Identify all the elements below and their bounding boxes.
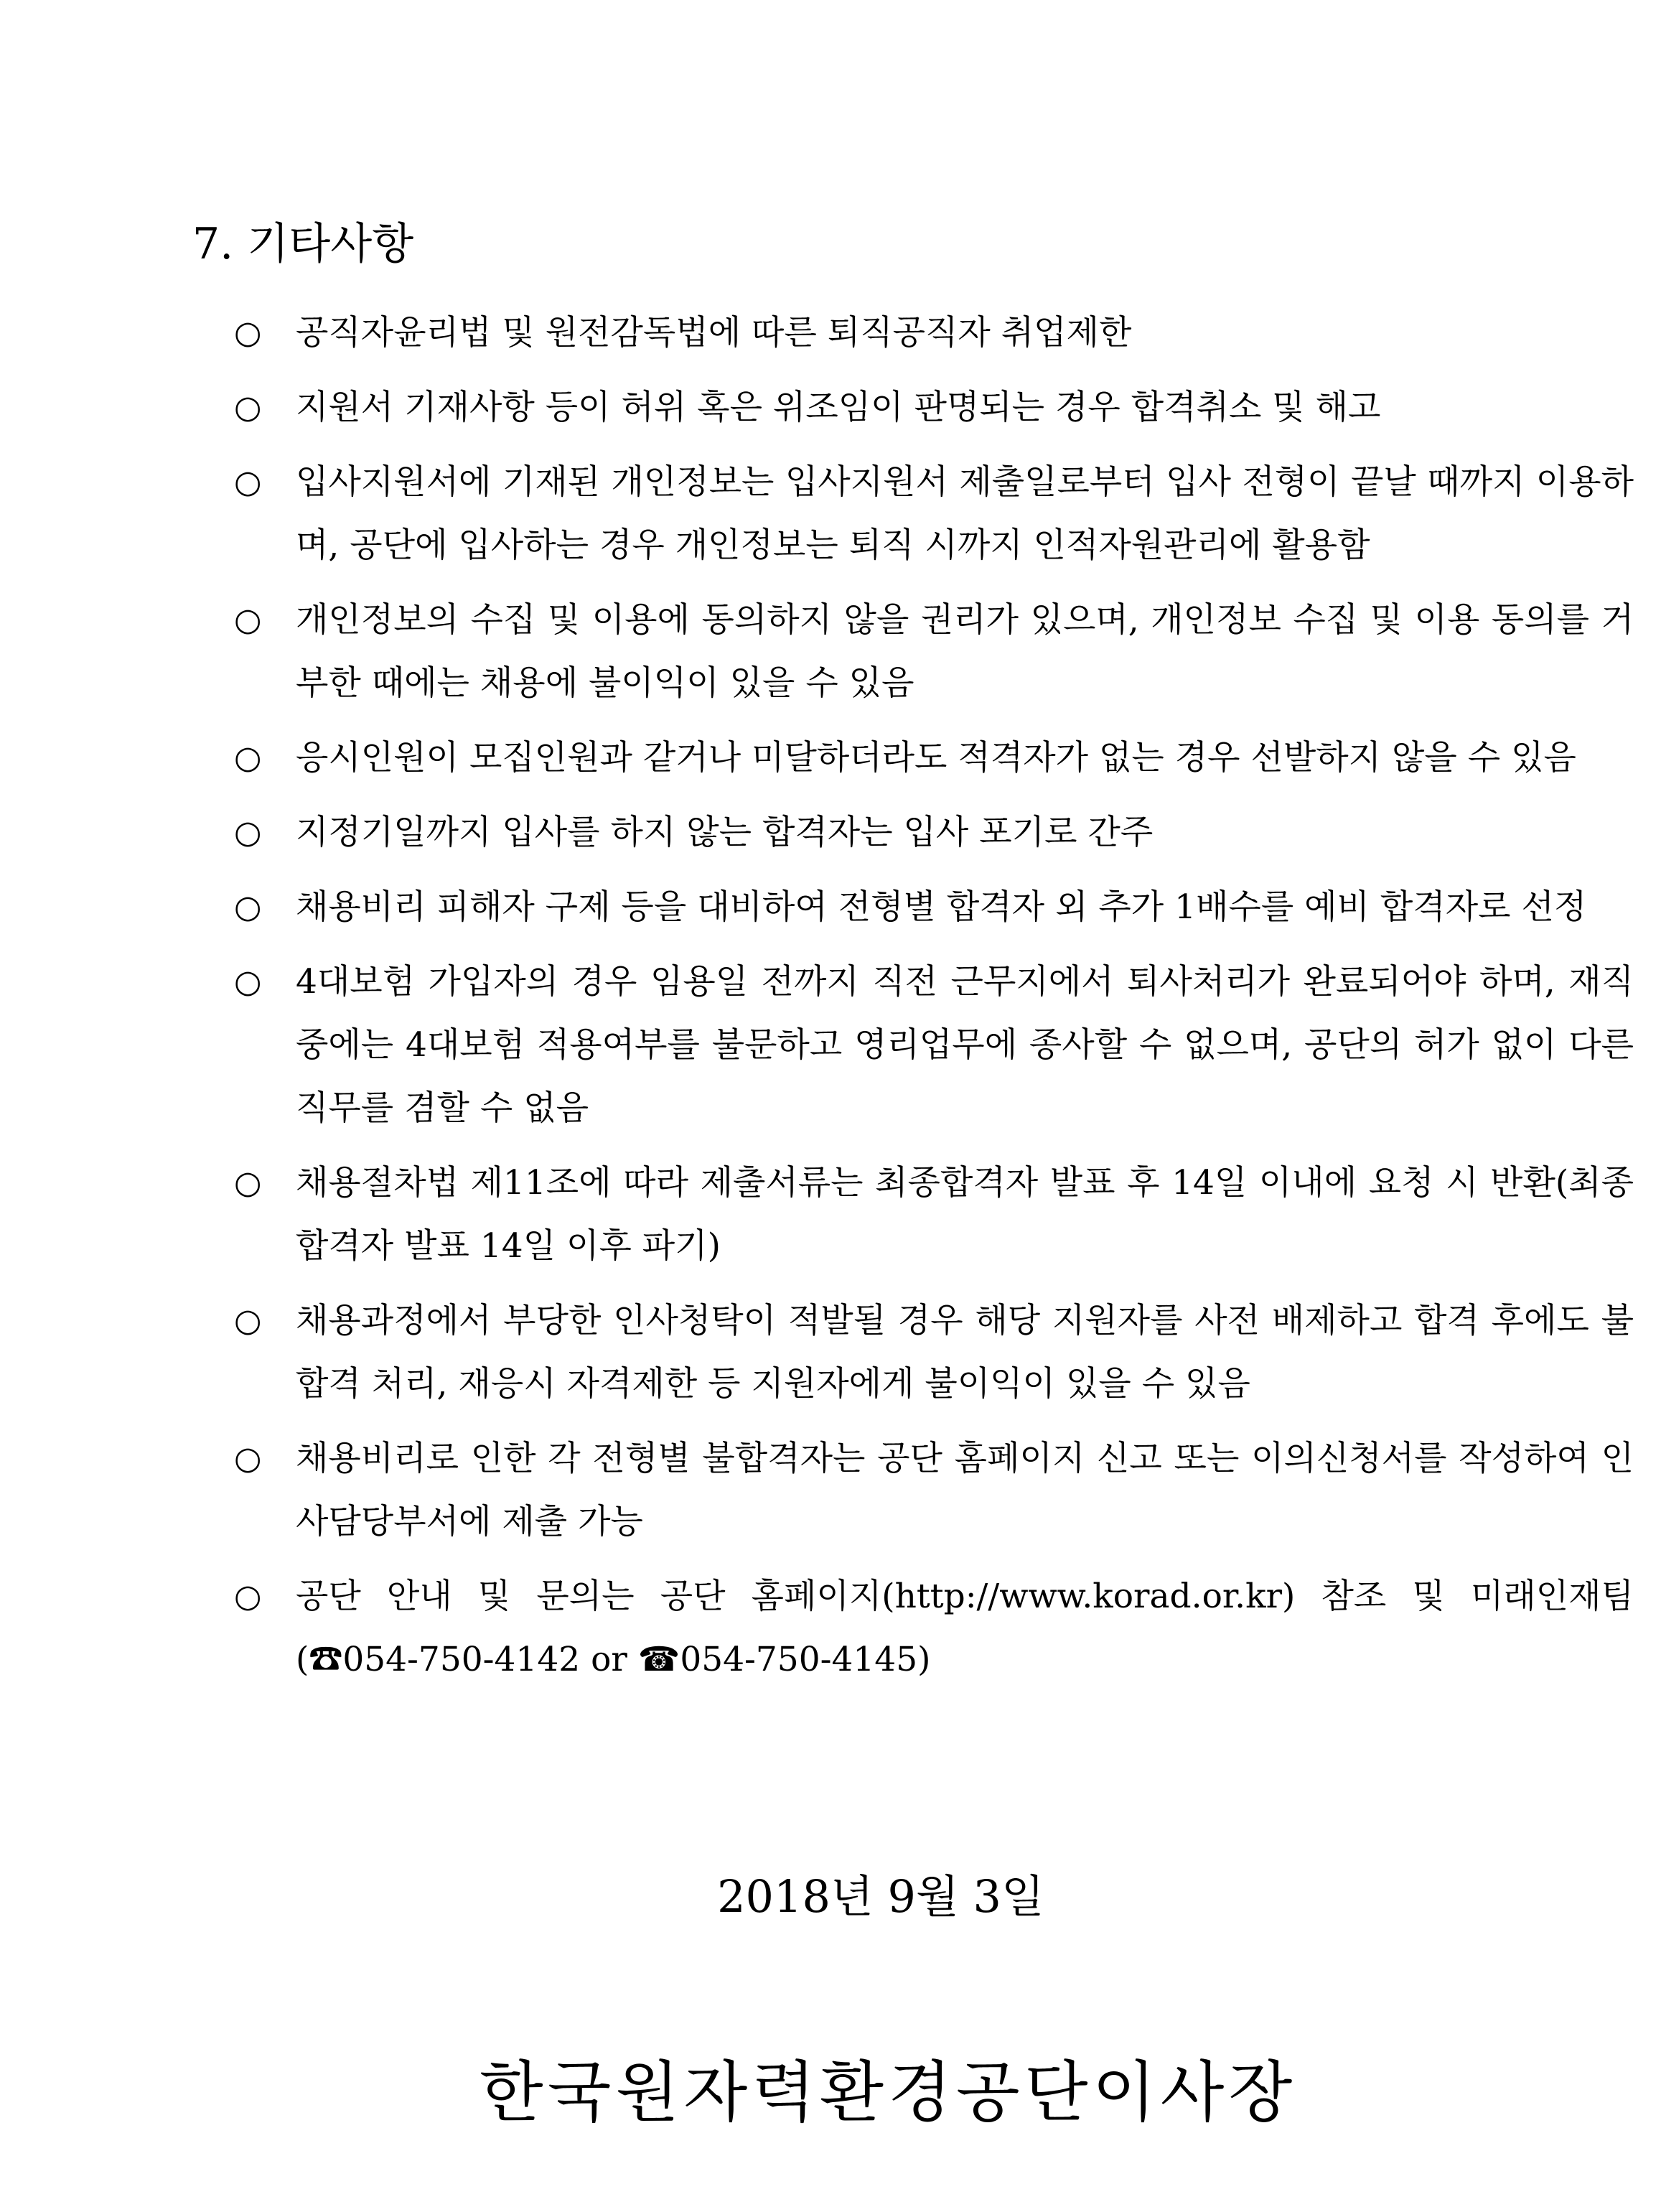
- list-item-text: 입사지원서에 기재된 개인정보는 입사지원서 제출일로부터 입사 전형이 끝날 때까지 이용하며, 공단에 입사하는 경우 개인정보는 퇴직 시까지 인적자원관리에 활용함: [296, 462, 1634, 565]
- list-item: [234, 727, 1634, 790]
- list-item-text: 채용비리로 인한 각 전형별 불합격자는 공단 홈페이지 신고 또는 이의신청서를 작성하여 인사담당부서에 제출 가능: [296, 1439, 1634, 1541]
- circle-bullet-icon: ○: [234, 464, 262, 500]
- list-item-text: 개인정보의 수집 및 이용에 동의하지 않을 권리가 있으며, 개인정보 수집 및 이용 동의를 거부한 때에는 채용에 불이익이 있을 수 있음: [296, 600, 1634, 703]
- circle-bullet-icon: ○: [234, 389, 262, 426]
- list-item-text: 채용비리 피해자 구제 등을 대비하여 전형별 합격자 외 추가 1배수를 예비 합격자로 선정: [296, 887, 1587, 927]
- list-item: [234, 801, 1634, 864]
- circle-bullet-icon: ○: [234, 963, 262, 1000]
- list-item-text: 공직자윤리법 및 원전감독법에 따른 퇴직공직자 취업제한: [296, 313, 1132, 353]
- circle-bullet-icon: ○: [234, 1165, 262, 1201]
- document-date: 2018년 9월 3일: [717, 1870, 1044, 1923]
- list-item: [234, 302, 1634, 365]
- list-item-text: 지정기일까지 입사를 하지 않는 합격자는 입사 포기로 간주: [296, 813, 1154, 852]
- list-item: [234, 376, 1634, 439]
- circle-bullet-icon: ○: [234, 314, 262, 351]
- circle-bullet-icon: ○: [234, 739, 262, 776]
- circle-bullet-icon: ○: [234, 602, 262, 638]
- list-item: [234, 1427, 1634, 1554]
- circle-bullet-icon: ○: [234, 889, 262, 925]
- list-item: [234, 451, 1634, 577]
- list-item: [234, 589, 1634, 715]
- list-item: [234, 1152, 1634, 1278]
- circle-bullet-icon: ○: [234, 814, 262, 851]
- list-item: [234, 1565, 1634, 1691]
- list-item-text: 지원서 기재사항 등이 허위 혹은 위조임이 판명되는 경우 합격취소 및 해고: [296, 388, 1381, 427]
- list-item-text: 채용절차법 제11조에 따라 제출서류는 최종합격자 발표 후 14일 이내에 요청 시 반환(최종합격자 발표 14일 이후 파기): [296, 1163, 1634, 1266]
- list-item-text: 채용과정에서 부당한 인사청탁이 적발될 경우 해당 지원자를 사전 배제하고 합격 후에도 불합격 처리, 재응시 자격제한 등 지원자에게 불이익이 있을 수 있음: [296, 1301, 1634, 1404]
- list-item: [234, 951, 1634, 1140]
- list-item: [234, 876, 1634, 939]
- list-item-text: 응시인원이 모집인원과 같거나 미달하더라도 적격자가 없는 경우 선발하지 않을 수 있음: [296, 738, 1576, 778]
- list-item-text: 4대보험 가입자의 경우 임용일 전까지 직전 근무지에서 퇴사처리가 완료되어야 하며, 재직 중에는 4대보험 적용여부를 불문하고 영리업무에 종사할 수 없으며, 공단의 허가 없이 다른 직무를 겸할 수 없음: [296, 962, 1634, 1128]
- issuer-signature: 한국원자력환경공단이사장: [479, 2054, 1297, 2131]
- notice-list: [234, 302, 1634, 1703]
- circle-bullet-icon: ○: [234, 1578, 262, 1615]
- circle-bullet-icon: ○: [234, 1302, 262, 1339]
- list-item-text: 공단 안내 및 문의는 공단 홈페이지(http://www.korad.or.kr) 참조 및 미래인재팀(☎054-750-4142 or ☎054-750-4145): [296, 1577, 1634, 1679]
- section-heading: 7. 기타사항: [192, 219, 414, 269]
- list-item: [234, 1289, 1634, 1416]
- circle-bullet-icon: ○: [234, 1440, 262, 1477]
